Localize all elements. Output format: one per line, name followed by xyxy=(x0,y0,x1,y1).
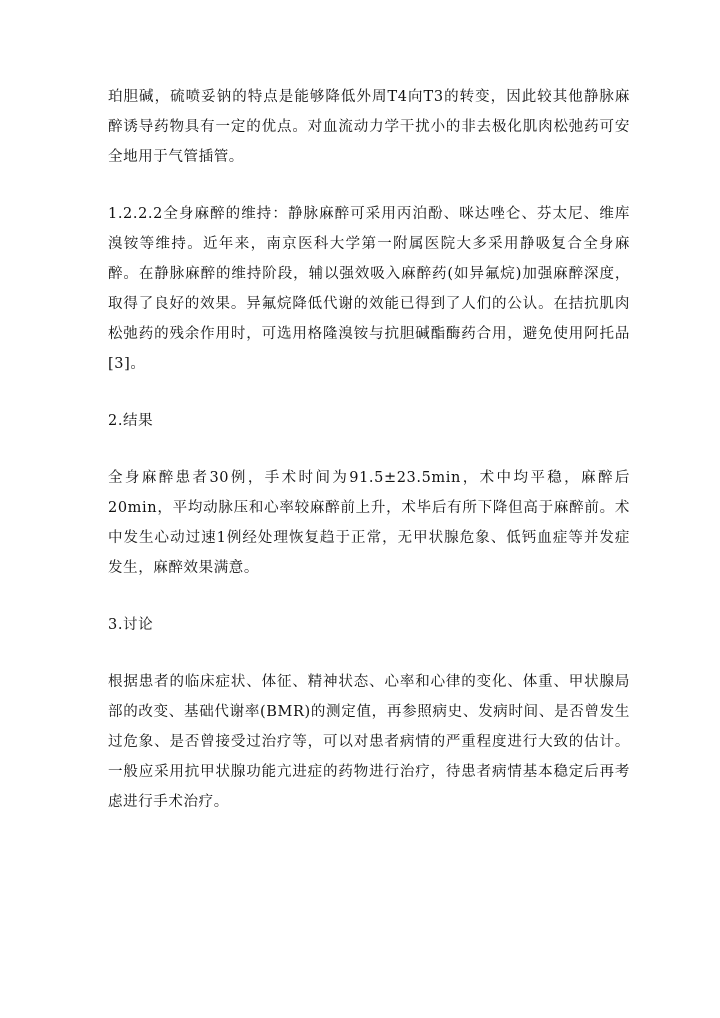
heading-results: 2.结果 xyxy=(108,413,154,429)
heading-discussion: 3.讨论 xyxy=(108,617,154,633)
paragraph-induction-continued: 珀胆碱，硫喷妥钠的特点是能够降低外周T4向T3的转变，因此较其他静脉麻醉诱导药物具有一定的优点。对血流动力学干扰小的非去极化肌肉松弛药可安全地用于气管插管。 xyxy=(108,89,630,165)
paragraph-maintenance: 1.2.2.2全身麻醉的维持：静脉麻醉可采用丙泊酚、咪达唑仑、芬太尼、维库溴铵等维持。近年来，南京医科大学第一附属医院大多采用静吸复合全身麻醉。在静脉麻醉的维持阶段，辅以强效吸入麻醉药(如异氟烷)加强麻醉深度，取得了良好的效果。异氟烷降低代谢的效能已得到了人们的公认。在拮抗肌肉松弛药的残余作用时，可选用格隆溴铵与抗胆碱酯酶药合用，避免使用阿托品[3]。 xyxy=(108,206,630,372)
paragraph-results: 全身麻醉患者30例，手术时间为91.5±23.5min，术中均平稳，麻醉后20min，平均动脉压和心率较麻醉前上升，术毕后有所下降但高于麻醉前。术中发生心动过速1例经处理恢复趋于正常，无甲状腺危象、低钙血症等并发症发生，麻醉效果满意。 xyxy=(108,470,630,576)
document-body xyxy=(108,82,630,844)
paragraph-discussion: 根据患者的临床症状、体征、精神状态、心率和心律的变化、体重、甲状腺局部的改变、基础代谢率(BMR)的测定值，再参照病史、发病时间、是否曾发生过危象、是否曾接受过治疗等，可以对患者病情的严重程度进行大致的估计。一般应采用抗甲状腺功能亢进症的药物进行治疗，待患者病情基本稳定后再考虑进行手术治疗。 xyxy=(108,674,630,810)
